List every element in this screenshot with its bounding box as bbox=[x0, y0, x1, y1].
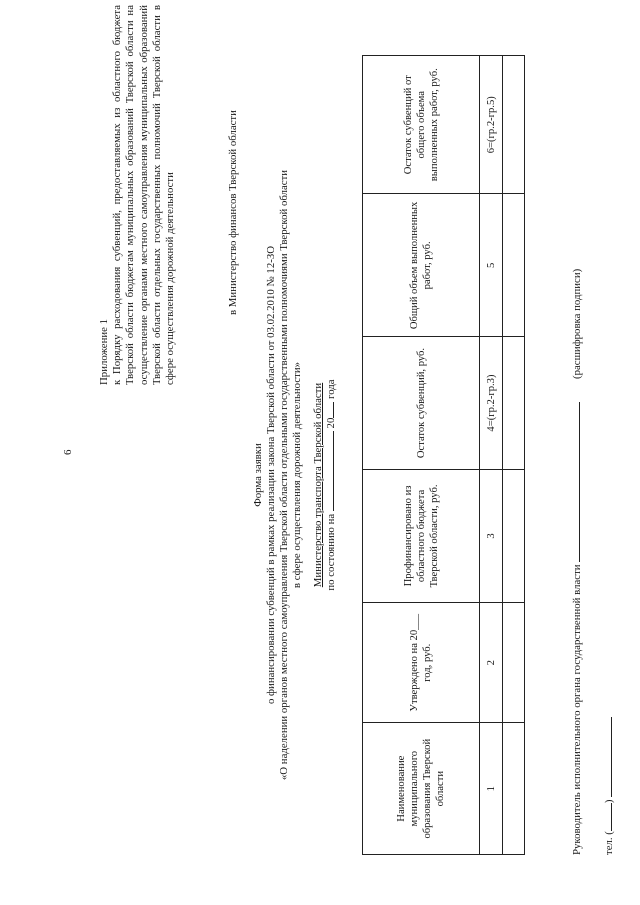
signature-blank[interactable] bbox=[579, 402, 580, 562]
page-number: 6 bbox=[62, 449, 74, 455]
signature-line bbox=[571, 269, 583, 855]
form-title-line2: о финансировании субвенций в рамках реализации закона Тверской области от 03.02.2010 № 12-ЗО bbox=[265, 245, 277, 705]
table-empty-row bbox=[503, 56, 525, 855]
as-of-prefix: по состоянию на bbox=[325, 513, 337, 591]
empty-cell[interactable] bbox=[503, 723, 525, 855]
number-cell: 5 bbox=[480, 194, 503, 337]
appendix-block bbox=[98, 5, 177, 385]
empty-cell[interactable] bbox=[503, 337, 525, 469]
number-cell: 4=(гр.2-гр.3) bbox=[480, 337, 503, 469]
number-cell: 1 bbox=[480, 723, 503, 855]
number-cell: 2 bbox=[480, 603, 503, 723]
number-cell: 6=(гр.2-гр.5) bbox=[480, 56, 503, 195]
empty-cell[interactable] bbox=[503, 469, 525, 602]
year-blank[interactable] bbox=[333, 402, 334, 418]
empty-cell[interactable] bbox=[503, 194, 525, 337]
form-title bbox=[252, 125, 304, 825]
header-cell: Наименование муниципального образования Тверской области bbox=[363, 723, 480, 855]
header-cell: Утверждено на 20___ год, руб. bbox=[363, 603, 480, 723]
tel-label: тел. ( bbox=[603, 831, 615, 855]
date-blank[interactable] bbox=[333, 431, 334, 511]
form-title-line4: в сфере осуществления дорожной деятельности» bbox=[291, 361, 303, 589]
as-of-line bbox=[325, 365, 338, 605]
addressee: в Министерство финансов Тверской области bbox=[227, 110, 239, 315]
form-title-line3: «О наделении органов местного самоуправления Тверской области отдельными государственными полномочиями Тверской области bbox=[278, 169, 290, 781]
ministry-name: Министерство транспорта Тверской области bbox=[312, 382, 324, 588]
tel-number-blank[interactable] bbox=[611, 717, 612, 797]
signature-role: Руководитель исполнительного органа государственной власти bbox=[571, 564, 583, 855]
appendix-body: к Порядку расходования субвенций, предоставляемых из областного бюджета Тверской области бюджетам муниципальных образований Тверской области на осуществление органами местного самоуправления муниципальных образований Тверской области отдельных государственных полномочий Тверской области в сфере осуществления дорожной деятельности bbox=[111, 5, 177, 385]
ministry-block bbox=[312, 365, 338, 605]
empty-cell[interactable] bbox=[503, 603, 525, 723]
header-cell: Профинансировано из областного бюджета Тверской области, руб. bbox=[363, 469, 480, 602]
number-cell: 3 bbox=[480, 469, 503, 602]
header-cell: Общий объем выполненных работ, руб. bbox=[363, 194, 480, 337]
header-cell: Остаток субвенций от общего объема выполненных работ, руб. bbox=[363, 56, 480, 195]
empty-cell[interactable] bbox=[503, 56, 525, 195]
signature-decode: (расшифровка подписи) bbox=[571, 268, 583, 380]
appendix-title: Приложение 1 bbox=[98, 318, 110, 385]
tel-line bbox=[603, 717, 615, 855]
as-of-suffix: года bbox=[325, 379, 337, 399]
as-of-year: 20 bbox=[325, 417, 337, 429]
table-number-row bbox=[480, 56, 503, 855]
header-cell: Остаток субвенций, руб. bbox=[363, 337, 480, 469]
tel-close: ) bbox=[603, 799, 615, 804]
subsidy-table bbox=[362, 55, 525, 855]
form-title-line1: Форма заявки bbox=[252, 443, 264, 507]
tel-code-blank[interactable] bbox=[611, 803, 612, 831]
table-header-row bbox=[363, 56, 480, 855]
